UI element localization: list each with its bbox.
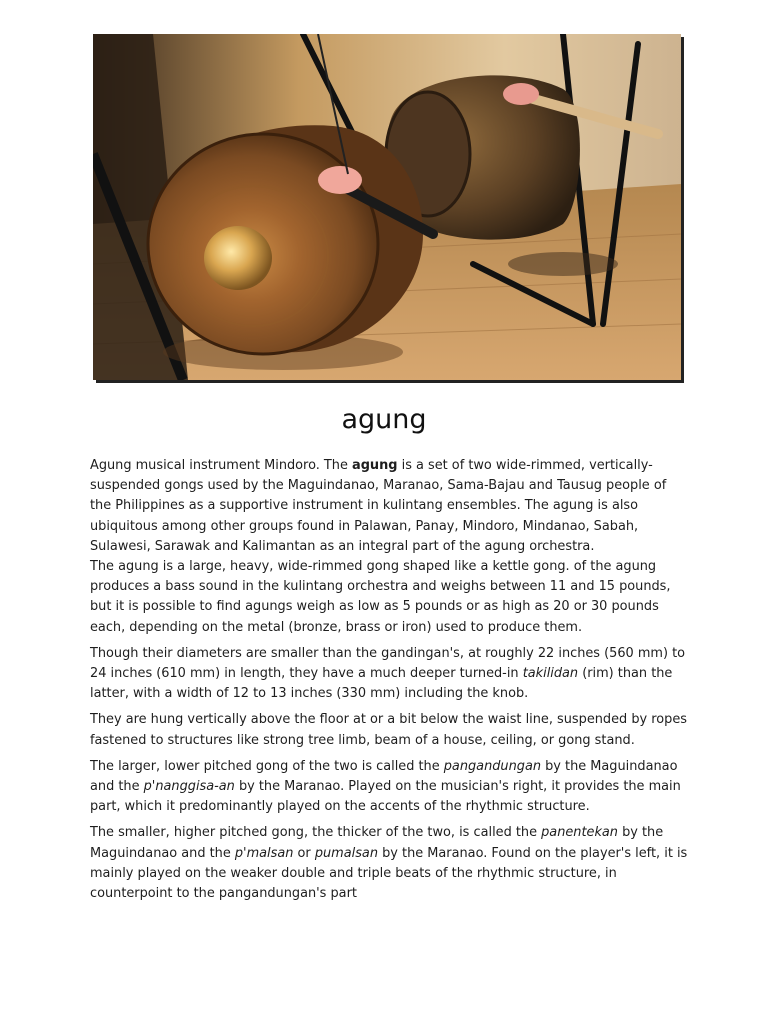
agung-photo-drawing	[93, 34, 681, 380]
page-title: agung	[341, 404, 427, 435]
text-run: Though their diameters are smaller than the gandingan's, at roughly 22 inches (560 mm) to 24 inches (610 mm) in length, they have a much deeper turned-in	[90, 645, 686, 682]
bold-term-agung: agung	[352, 458, 398, 473]
paragraph-intro	[90, 456, 690, 638]
paragraph-pangandungan	[90, 757, 690, 818]
paragraph-panentekan	[90, 823, 690, 904]
text-run: The smaller, higher pitched gong, the thicker of the two, is called the	[90, 825, 542, 841]
text-run: Agung musical instrument Mindoro. The	[90, 458, 352, 473]
italic-term-pangandungan: pangandungan	[443, 758, 542, 774]
paragraph-dimensions	[90, 644, 690, 705]
text-run: by the Maranao. Played on the musician's right, it provides the main part, which it predominantly played on the accents of the rhythmic structure.	[90, 779, 681, 815]
text-run: The larger, lower pitched gong of the two is called the	[90, 758, 444, 774]
italic-term-pmalsan: p'malsan	[234, 845, 294, 861]
paragraph-description: The agung is a large, heavy, wide-rimmed gong shaped like a kettle gong. of the agung produces a bass sound in the kulintang orchestra and weighs between 11 and 15 pounds, but it is possible to find agungs weigh as low as 5 pounds or as high as 20 or 30 pounds each, depending on the metal (bronze, brass or iron) used to produce them.	[90, 559, 671, 635]
italic-term-pumalsan: pumalsan	[314, 845, 379, 861]
italic-term-panentekan: panentekan	[541, 825, 618, 841]
text-run: is a set of two wide-rimmed, vertically-suspended gongs used by the Maguindanao, Maranao, Sama-Bajau and Tausug people of the Philippines as a supportive instrument in kulintang ensembles. The agung is also ubiquitous among other groups found in Palawan, Panay, Mindoro, Mindanao, Sabah, Sulawesi, Sarawak and Kalimantan as an integral part of the agung orchestra.	[90, 458, 667, 554]
agung-photo	[93, 34, 681, 380]
article-body	[90, 456, 690, 910]
italic-term-takilidan: takilidan	[522, 666, 579, 682]
paragraph-hanging: They are hung vertically above the floor at or a bit below the waist line, suspended by ropes fastened to structures like strong tree limb, beam of a house, ceiling, or gong stand.	[90, 712, 687, 748]
text-run: by the Maranao. Found on the player's left, it is mainly played on the weaker double and triple beats of the rhythmic structure, in counterpoint to the pangandungan's part	[90, 845, 688, 902]
italic-term-pnanggisa-an: p'nanggisa-an	[143, 779, 235, 795]
text-run: (rim) than the latter, with a width of 12 to 13 inches (330 mm) including the knob.	[90, 666, 673, 702]
text-run: by the Maguindanao and the	[90, 758, 678, 795]
text-run: by the Maguindanao and the	[90, 825, 664, 861]
text-run: or	[293, 845, 315, 861]
